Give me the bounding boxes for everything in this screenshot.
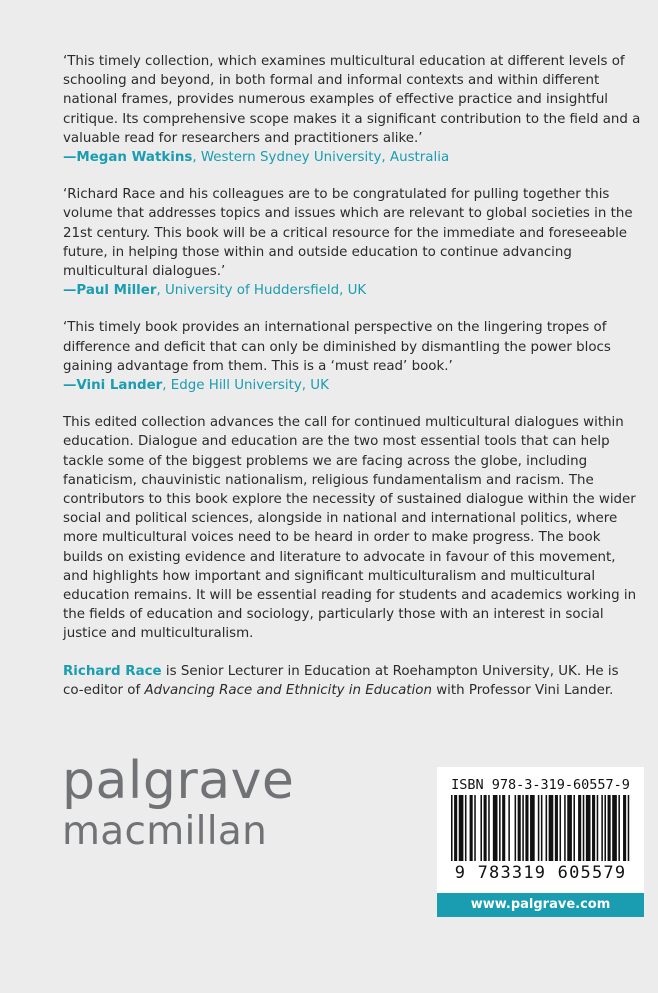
barcode-bar [578, 795, 581, 861]
endorsement-1 [63, 52, 641, 167]
ean-digits: 9 783319 605579 [454, 863, 627, 883]
barcode-bar [618, 795, 620, 861]
endorsement-attribution [63, 283, 366, 298]
barcode-bar [597, 795, 599, 861]
endorser-name: —Vini Lander [63, 378, 163, 394]
barcode-bar [573, 795, 575, 861]
barcode-bar [508, 795, 510, 861]
barcode-bar [567, 795, 572, 861]
barcode-bar [525, 795, 528, 861]
barcode-bar [451, 795, 453, 861]
publisher-logo [62, 752, 294, 854]
barcode-bar [499, 795, 501, 861]
endorser-affiliation: , Edge Hill University, UK [162, 378, 329, 394]
barcode-bar [560, 795, 562, 861]
barcode-bar [515, 795, 517, 861]
barcode-bar [459, 795, 464, 861]
publisher-logo-line2: macmillan [62, 809, 268, 854]
barcode-bar [480, 795, 482, 861]
barcode-bar [518, 795, 521, 861]
endorser-name: —Megan Watkins [63, 150, 193, 166]
barcode-bar [549, 795, 554, 861]
barcode-bar [522, 795, 524, 861]
barcode-bar [592, 795, 595, 861]
isbn-barcode [437, 767, 644, 893]
coedited-book-title: Advancing Race and Ethnicity in Education [144, 682, 432, 698]
endorser-affiliation: , University of Huddersfield, UK [156, 283, 367, 299]
author-name: Richard Race [63, 663, 162, 679]
author-bio-text-end: with Professor Vini Lander. [431, 682, 614, 698]
back-cover-text [63, 52, 641, 718]
publisher-website[interactable]: www.palgrave.com [437, 893, 644, 917]
endorser-name: —Paul Miller [63, 283, 157, 299]
publisher-logo-line1: palgrave [62, 751, 295, 811]
barcode-bar [604, 795, 606, 861]
book-description: This edited collection advances the call for continued multicultural dialogues within education. Dialogue and education are the two most essential tools that can help tackle some of the biggest problems we are facing across the globe, including fanaticism, chauvinistic nationalism, religious fundamentalism and racism. The contributors to this book explore the necessity of sustained dialogue within the wider social and political sciences, alongside in national and international politics, where more multicultural voices need to be heard in order to make progress. The book builds on existing evidence and literature to advocate in favour of this movement, and highlights how important and significant multiculturalism and multicultural education remains. It will be essential reading for students and academics working in the fields of education and sociology, particularly those with an interest in social justice and multiculturalism. [63, 415, 637, 642]
endorsement-quote: ‘Richard Race and his colleagues are to be congratulated for pulling together this volume that addresses topics and issues which are relevant to global societies in the 21st century. This book will be a critical resource for the immediate and foreseeable future, in helping those within and outside education to continue advancing multicultural dialogues.’ [63, 187, 633, 280]
barcode-bar [628, 795, 630, 861]
barcode-bar [623, 795, 626, 861]
barcode-bar [474, 795, 476, 861]
endorsement-quote: ‘This timely collection, which examines multicultural education at different levels of schooling and beyond, in both formal and informal contexts and within different national frames, provides numerous examples of effective practice and insightful critique. Its comprehensive scope makes it a significant contribution to the field and a valuable read for researchers and practitioners alike.’ [63, 54, 641, 146]
barcode-bar [583, 795, 585, 861]
barcode-bar [454, 795, 457, 861]
author-bio-text: is Senior Lecturer in Education at Roehampton University, UK. He is co-editor of [63, 663, 619, 698]
endorsement-attribution [63, 378, 329, 393]
barcode-bar [484, 795, 487, 861]
endorsement-quote: ‘This timely book provides an international perspective on the lingering tropes of difference and deficit that can only be diminished by dismantling the power blocs gaining advantage from them. This is a ‘must read’ book.’ [63, 320, 611, 374]
barcode-bar [564, 795, 566, 861]
barcode-bar [493, 795, 498, 861]
endorser-affiliation: , Western Sydney University, Australia [192, 150, 450, 166]
barcode-bar [541, 795, 543, 861]
barcode-bar [612, 795, 617, 861]
barcode-bar [488, 795, 490, 861]
barcode-bar [538, 795, 540, 861]
barcode-bar [546, 795, 548, 861]
barcode-bar [530, 795, 535, 861]
barcode-bar [601, 795, 603, 861]
barcode-bar [555, 795, 558, 861]
endorsement-attribution [63, 150, 449, 165]
endorsement-3 [63, 318, 641, 395]
isbn-label: ISBN 978-3-319-60557-9 [451, 777, 630, 793]
barcode-bar [465, 795, 467, 861]
barcode-bar [502, 795, 505, 861]
barcode-bar [586, 795, 591, 861]
author-bio [63, 662, 641, 700]
barcode-bar [470, 795, 473, 861]
barcode-bars [451, 795, 631, 865]
endorsement-2 [63, 185, 641, 300]
barcode-bar [608, 795, 611, 861]
